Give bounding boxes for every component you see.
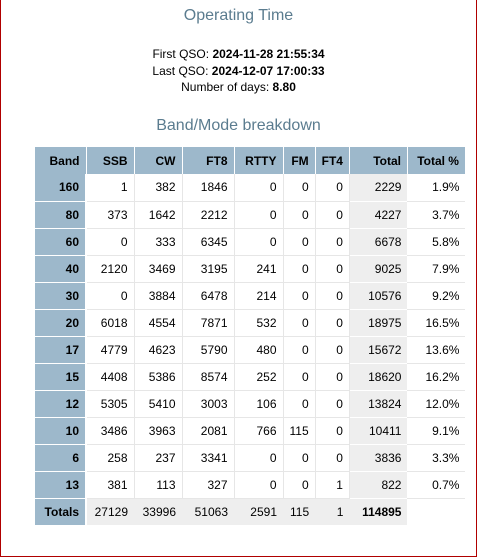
count-cell: 4779 bbox=[86, 336, 134, 363]
band-cell: 20 bbox=[35, 309, 86, 336]
percent-cell: 3.3% bbox=[407, 444, 465, 471]
count-cell: 0 bbox=[283, 201, 315, 228]
table-row bbox=[35, 282, 465, 309]
table-header bbox=[35, 147, 465, 174]
table-row bbox=[35, 471, 465, 498]
percent-cell: 9.2% bbox=[407, 282, 465, 309]
first-qso-line bbox=[0, 47, 477, 61]
column-header: CW bbox=[134, 147, 182, 174]
band-cell: 17 bbox=[35, 336, 86, 363]
column-header: FT4 bbox=[315, 147, 349, 174]
count-cell: 0 bbox=[315, 255, 349, 282]
band-cell: 40 bbox=[35, 255, 86, 282]
count-cell: 6478 bbox=[182, 282, 234, 309]
totals-cell: 51063 bbox=[182, 498, 234, 525]
count-cell: 5790 bbox=[182, 336, 234, 363]
count-cell: 0 bbox=[315, 363, 349, 390]
count-cell: 3469 bbox=[134, 255, 182, 282]
band-cell: 12 bbox=[35, 390, 86, 417]
last-qso-line bbox=[0, 64, 477, 78]
count-cell: 0 bbox=[283, 336, 315, 363]
count-cell: 214 bbox=[234, 282, 283, 309]
totals-label: Totals bbox=[35, 498, 86, 525]
count-cell: 2120 bbox=[86, 255, 134, 282]
count-cell: 3341 bbox=[182, 444, 234, 471]
count-cell: 0 bbox=[283, 282, 315, 309]
total-cell: 18975 bbox=[349, 309, 407, 336]
count-cell: 237 bbox=[134, 444, 182, 471]
count-cell: 3003 bbox=[182, 390, 234, 417]
percent-cell: 16.2% bbox=[407, 363, 465, 390]
table-row bbox=[35, 309, 465, 336]
count-cell: 373 bbox=[86, 201, 134, 228]
table-row bbox=[35, 336, 465, 363]
total-cell: 6678 bbox=[349, 228, 407, 255]
band-mode-table bbox=[35, 147, 466, 526]
count-cell: 0 bbox=[234, 471, 283, 498]
column-header: Total bbox=[349, 147, 407, 174]
count-cell: 1 bbox=[86, 174, 134, 201]
total-cell: 10411 bbox=[349, 417, 407, 444]
count-cell: 241 bbox=[234, 255, 283, 282]
count-cell: 0 bbox=[283, 390, 315, 417]
percent-cell: 5.8% bbox=[407, 228, 465, 255]
column-header: Total % bbox=[407, 147, 465, 174]
table-row bbox=[35, 363, 465, 390]
total-cell: 4227 bbox=[349, 201, 407, 228]
count-cell: 0 bbox=[283, 309, 315, 336]
total-cell: 10576 bbox=[349, 282, 407, 309]
totals-row bbox=[35, 498, 465, 525]
count-cell: 0 bbox=[315, 174, 349, 201]
count-cell: 5386 bbox=[134, 363, 182, 390]
table-row bbox=[35, 390, 465, 417]
count-cell: 0 bbox=[234, 228, 283, 255]
count-cell: 3195 bbox=[182, 255, 234, 282]
total-cell: 822 bbox=[349, 471, 407, 498]
band-cell: 13 bbox=[35, 471, 86, 498]
table-row bbox=[35, 201, 465, 228]
count-cell: 3963 bbox=[134, 417, 182, 444]
column-header: FT8 bbox=[182, 147, 234, 174]
totals-cell: 115 bbox=[283, 498, 315, 525]
days-label: Number of days: bbox=[181, 80, 270, 94]
operating-time-heading: Operating Time bbox=[183, 7, 294, 24]
count-cell: 0 bbox=[283, 363, 315, 390]
band-mode-heading: Band/Mode breakdown bbox=[156, 117, 321, 134]
count-cell: 480 bbox=[234, 336, 283, 363]
count-cell: 6345 bbox=[182, 228, 234, 255]
count-cell: 0 bbox=[283, 444, 315, 471]
count-cell: 113 bbox=[134, 471, 182, 498]
count-cell: 0 bbox=[315, 309, 349, 336]
count-cell: 258 bbox=[86, 444, 134, 471]
percent-cell: 9.1% bbox=[407, 417, 465, 444]
count-cell: 0 bbox=[315, 444, 349, 471]
total-cell: 18620 bbox=[349, 363, 407, 390]
column-header: RTTY bbox=[234, 147, 283, 174]
totals-cell: 33996 bbox=[134, 498, 182, 525]
column-header: SSB bbox=[86, 147, 134, 174]
count-cell: 382 bbox=[134, 174, 182, 201]
count-cell: 0 bbox=[283, 228, 315, 255]
count-cell: 0 bbox=[315, 417, 349, 444]
count-cell: 0 bbox=[283, 471, 315, 498]
percent-cell: 16.5% bbox=[407, 309, 465, 336]
column-header: FM bbox=[283, 147, 315, 174]
column-header: Band bbox=[35, 147, 86, 174]
count-cell: 327 bbox=[182, 471, 234, 498]
first-qso-label: First QSO: bbox=[152, 47, 210, 61]
count-cell: 5305 bbox=[86, 390, 134, 417]
band-cell: 80 bbox=[35, 201, 86, 228]
count-cell: 6018 bbox=[86, 309, 134, 336]
totals-cell bbox=[407, 498, 465, 525]
count-cell: 0 bbox=[315, 390, 349, 417]
band-cell: 10 bbox=[35, 417, 86, 444]
count-cell: 766 bbox=[234, 417, 283, 444]
count-cell: 0 bbox=[234, 174, 283, 201]
days-line bbox=[0, 80, 477, 94]
count-cell: 115 bbox=[283, 417, 315, 444]
count-cell: 0 bbox=[283, 174, 315, 201]
count-cell: 2212 bbox=[182, 201, 234, 228]
count-cell: 333 bbox=[134, 228, 182, 255]
table-row bbox=[35, 255, 465, 282]
count-cell: 0 bbox=[315, 201, 349, 228]
count-cell: 381 bbox=[86, 471, 134, 498]
percent-cell: 12.0% bbox=[407, 390, 465, 417]
count-cell: 0 bbox=[86, 282, 134, 309]
total-cell: 13824 bbox=[349, 390, 407, 417]
count-cell: 0 bbox=[234, 444, 283, 471]
last-qso-value: 2024-12-07 17:00:33 bbox=[211, 64, 325, 78]
table-row bbox=[35, 444, 465, 471]
last-qso-label: Last QSO: bbox=[152, 64, 209, 78]
count-cell: 106 bbox=[234, 390, 283, 417]
count-cell: 1642 bbox=[134, 201, 182, 228]
total-cell: 3836 bbox=[349, 444, 407, 471]
table-row bbox=[35, 417, 465, 444]
band-cell: 60 bbox=[35, 228, 86, 255]
table-row bbox=[35, 228, 465, 255]
count-cell: 3486 bbox=[86, 417, 134, 444]
count-cell: 8574 bbox=[182, 363, 234, 390]
total-cell: 9025 bbox=[349, 255, 407, 282]
days-value: 8.80 bbox=[272, 80, 296, 94]
count-cell: 7871 bbox=[182, 309, 234, 336]
count-cell: 1846 bbox=[182, 174, 234, 201]
percent-cell: 0.7% bbox=[407, 471, 465, 498]
count-cell: 0 bbox=[315, 282, 349, 309]
count-cell: 0 bbox=[315, 336, 349, 363]
count-cell: 5410 bbox=[134, 390, 182, 417]
first-qso-value: 2024-11-28 21:55:34 bbox=[212, 47, 325, 61]
table-row bbox=[35, 174, 465, 201]
count-cell: 4408 bbox=[86, 363, 134, 390]
grand-total-cell: 114895 bbox=[349, 498, 407, 525]
percent-cell: 13.6% bbox=[407, 336, 465, 363]
count-cell: 1 bbox=[315, 471, 349, 498]
band-cell: 30 bbox=[35, 282, 86, 309]
count-cell: 532 bbox=[234, 309, 283, 336]
totals-cell: 27129 bbox=[86, 498, 134, 525]
table-body bbox=[35, 174, 465, 525]
count-cell: 0 bbox=[234, 201, 283, 228]
percent-cell: 1.9% bbox=[407, 174, 465, 201]
percent-cell: 3.7% bbox=[407, 201, 465, 228]
count-cell: 4554 bbox=[134, 309, 182, 336]
band-cell: 15 bbox=[35, 363, 86, 390]
count-cell: 3884 bbox=[134, 282, 182, 309]
count-cell: 2081 bbox=[182, 417, 234, 444]
totals-cell: 1 bbox=[315, 498, 349, 525]
total-cell: 2229 bbox=[349, 174, 407, 201]
band-cell: 6 bbox=[35, 444, 86, 471]
count-cell: 0 bbox=[86, 228, 134, 255]
count-cell: 252 bbox=[234, 363, 283, 390]
total-cell: 15672 bbox=[349, 336, 407, 363]
count-cell: 0 bbox=[315, 228, 349, 255]
totals-cell: 2591 bbox=[234, 498, 283, 525]
percent-cell: 7.9% bbox=[407, 255, 465, 282]
band-cell: 160 bbox=[35, 174, 86, 201]
count-cell: 0 bbox=[283, 255, 315, 282]
count-cell: 4623 bbox=[134, 336, 182, 363]
